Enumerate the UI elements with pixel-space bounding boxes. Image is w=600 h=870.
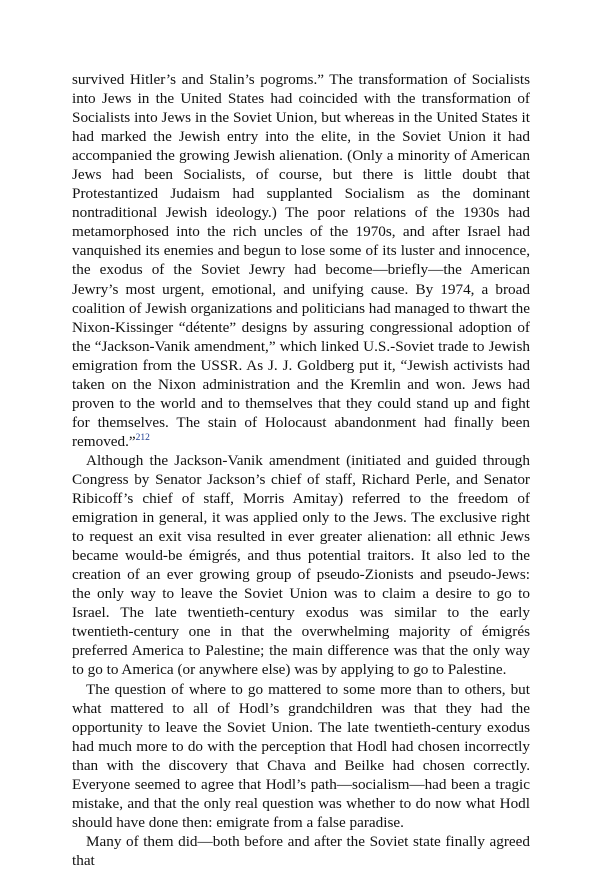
- paragraph-4: Many of them did—both before and after the Soviet state finally agreed that: [72, 832, 530, 869]
- paragraph-2: Although the Jackson-Vanik amendment (initiated and guided through Congress by Senator Jackson’s chief of staff, Richard Perle, and Senator Ribicoff’s chief of staff, Morris Amitay) referred to the freedom of emigration in general, it was applied only to the Jews. The exclusive right to request an exit visa resulted in ever greater alienation: all ethnic Jews became would-be émigrés, and thus potential traitors. It also led to the creation of an ever growing group of pseudo-Zionists and pseudo-Jews: the only way to leave the Soviet Union was to claim a desire to go to Israel. The late twentieth-century exodus was similar to the early twentieth-century one in that the overwhelming majority of émigrés preferred America to Palestine; the main difference was that the only way to go to America (or anywhere else) was by applying to go to Palestine.: [72, 451, 530, 679]
- paragraph-1-text: survived Hitler’s and Stalin’s pogroms.” The transformation of Socialists into Jews in the United States had coincided with the transformation of Socialists into Jews in the Soviet Union, but whereas in the United States it had marked the Jewish entry into the elite, in the Soviet Union it had accompanied the growing Jewish alienation. (Only a minority of American Jews had been Socialists, of course, but there is little doubt that Protestantized Judaism had supplanted Socialism as the dominant nontraditional Jewish ideology.) The poor relations of the 1930s had metamorphosed into the rich uncles of the 1970s, and after Israel had vanquished its enemies and begun to lose some of its luster and innocence, the exodus of the Soviet Jewry had become—briefly—the American Jewry’s most urgent, emotional, and unifying cause. By 1974, a broad coalition of Jewish organizations and politicians had managed to thwart the Nixon-Kissinger “détente” designs by assuring congressional adoption of the “Jackson-Vanik amendment,” which linked U.S.-Soviet trade to Jewish emigration from the USSR. As J. J. Goldberg put it, “Jewish activists had taken on the Nixon administration and the Kremlin and won. Jews had proven to the world and to themselves that they could stand up and fight for themselves. The stain of Holocaust abandonment had finally been removed.”: [72, 71, 530, 450]
- paragraph-1: [72, 70, 530, 451]
- footnote-reference[interactable]: 212: [135, 432, 150, 443]
- document-page: [72, 70, 530, 870]
- paragraph-3: The question of where to go mattered to some more than to others, but what mattered to all of Hodl’s grandchildren was that they had the opportunity to leave the Soviet Union. The late twentieth-century exodus had much more to do with the perception that Hodl had chosen incorrectly than with the discovery that Chava and Beilke had chosen correctly. Everyone seemed to agree that Hodl’s path—socialism—had been a tragic mistake, and that the only real question was whether to do now what Hodl should have done then: emigrate from a false paradise.: [72, 680, 530, 831]
